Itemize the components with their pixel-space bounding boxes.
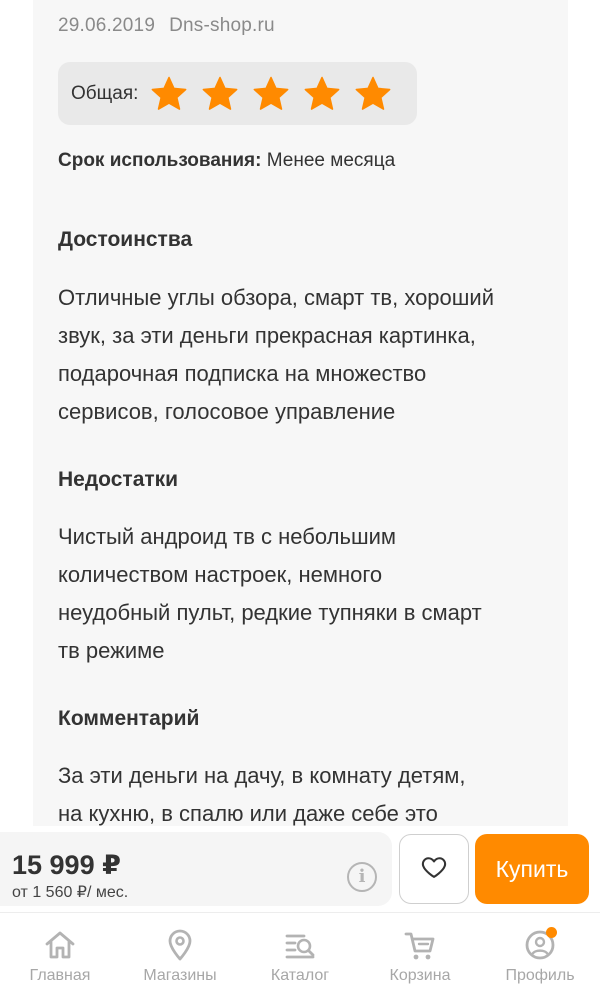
tab-home[interactable] bbox=[10, 927, 110, 985]
catalog-search-icon bbox=[282, 927, 318, 963]
installment-price: от 1 560 ₽/ мес. bbox=[12, 884, 129, 901]
buy-button[interactable]: Купить bbox=[475, 834, 589, 904]
comment-text bbox=[58, 757, 553, 833]
comment-title: Комментарий bbox=[58, 707, 200, 730]
cons-line: неудобный пульт, редкие тупняки в смарт bbox=[58, 600, 482, 625]
product-price: 15 999 ₽ bbox=[12, 850, 121, 880]
heart-icon bbox=[420, 853, 448, 886]
tab-label: Каталог bbox=[270, 967, 330, 984]
review-date: 29.06.2019 bbox=[58, 15, 156, 36]
pros-text bbox=[58, 279, 553, 431]
buy-bar bbox=[0, 826, 600, 910]
cons-line: тв режиме bbox=[58, 638, 165, 663]
usage-label: Срок использования: bbox=[58, 150, 262, 171]
review-source: Dns-shop.ru bbox=[169, 15, 275, 36]
rating-box bbox=[58, 62, 417, 125]
cons-line: Чистый андроид тв с небольшим bbox=[58, 524, 397, 549]
tab-profile[interactable] bbox=[490, 927, 590, 985]
star-icon bbox=[201, 75, 239, 113]
info-icon[interactable]: i bbox=[347, 862, 377, 892]
profile-icon bbox=[522, 927, 558, 963]
rating-stars bbox=[150, 75, 392, 113]
review-meta bbox=[58, 15, 275, 37]
cons-title: Недостатки bbox=[58, 468, 179, 491]
cons-text bbox=[58, 518, 553, 670]
bottom-tab-bar bbox=[0, 912, 600, 1000]
tab-label: Главная bbox=[29, 967, 91, 984]
tab-label: Профиль bbox=[505, 967, 575, 984]
tab-label: Магазины bbox=[143, 967, 217, 984]
tab-catalog[interactable] bbox=[250, 927, 350, 985]
comment-line: За эти деньги на дачу, в комнату детям, bbox=[58, 763, 466, 788]
usage-value: Менее месяца bbox=[266, 150, 396, 171]
tab-cart[interactable] bbox=[370, 927, 470, 985]
tab-label: Корзина bbox=[389, 967, 451, 984]
home-icon bbox=[42, 927, 78, 963]
star-icon bbox=[303, 75, 341, 113]
favorite-button[interactable] bbox=[399, 834, 469, 904]
cons-line: количеством настроек, немного bbox=[58, 562, 383, 587]
pros-line: звук, за эти деньги прекрасная картинка, bbox=[58, 323, 476, 348]
pros-line: Отличные углы обзора, смарт тв, хороший bbox=[58, 285, 495, 310]
rating-label: Общая: bbox=[71, 82, 139, 104]
tab-stores[interactable] bbox=[130, 927, 230, 985]
pros-line: сервисов, голосовое управление bbox=[58, 399, 396, 424]
pros-line: подарочная подписка на множество bbox=[58, 361, 427, 386]
comment-line: на кухню, в спалю или даже себе это bbox=[58, 801, 438, 826]
notification-dot bbox=[546, 927, 557, 938]
pros-title: Достоинства bbox=[58, 228, 193, 251]
star-icon bbox=[354, 75, 392, 113]
cart-icon bbox=[402, 927, 438, 963]
usage-period bbox=[58, 150, 395, 172]
star-icon bbox=[150, 75, 188, 113]
price-pane bbox=[0, 832, 392, 906]
star-icon bbox=[252, 75, 290, 113]
map-pin-icon bbox=[162, 927, 198, 963]
